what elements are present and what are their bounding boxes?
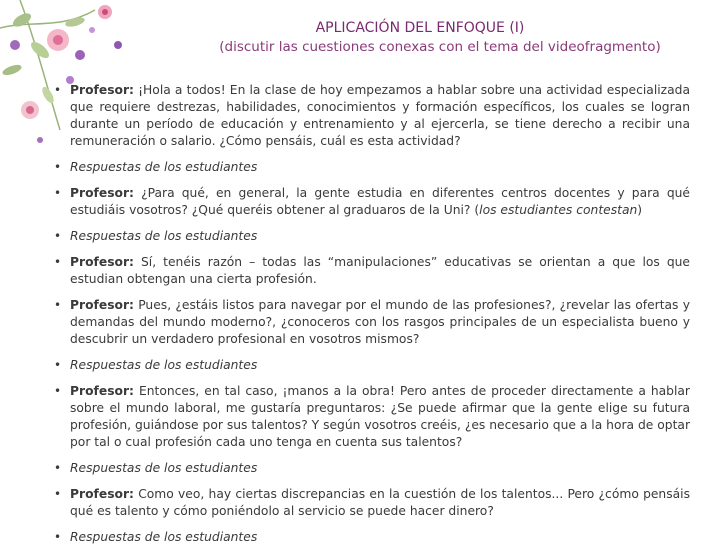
page-title: APLICACIÓN DEL ENFOQUE (I) <box>315 20 525 36</box>
page-subtitle: (discutir las cuestiones conexas con el tema del videofragmento) <box>219 39 661 55</box>
dialogue-list <box>54 82 690 555</box>
speaker-label: Profesor: <box>70 298 134 312</box>
speaker-label: Profesor: <box>70 384 134 398</box>
list-item <box>54 297 690 348</box>
list-item <box>54 228 690 245</box>
speaker-label: Profesor: <box>70 487 134 501</box>
student-response: Respuestas de los estudiantes <box>70 461 258 475</box>
list-item <box>54 82 690 150</box>
dialogue-italic-note: los estudiantes contestan <box>479 203 638 217</box>
list-item <box>54 185 690 219</box>
speaker-label: Profesor: <box>70 186 134 200</box>
dialogue-text: ¿Para qué, en general, la gente estudia en diferentes centros docentes y para qué estudiáis vosotros? ¿Qué queréis obtener al graduaros de la Uni? ( <box>70 186 690 217</box>
dialogue-text: Entonces, en tal caso, ¡manos a la obra! Pero antes de proceder directamente a hablar sobre el mundo laboral, me gustaría preguntaros: ¿Se puede afirmar que la gente elige su futura profesión, guiándose por sus talentos? Y según vosotros creéis, ¿es necesario que a la hora de optar por tal o cual profesión cada uno tenga en cuenta sus talentos? <box>70 384 690 449</box>
dialogue-text: ¡Hola a todos! En la clase de hoy empezamos a hablar sobre una actividad especializada que requiere destrezas, habilidades, conocimientos y formación específicos, los cuales se logran durante un período de educación y entrenamiento y al ejercerla, se tiene derecho a recibir una remuneración o salario. ¿Cómo pensáis, cuál es esta actividad? <box>70 83 690 148</box>
list-item <box>54 357 690 374</box>
speaker-label: Profesor: <box>70 83 134 97</box>
dialogue-text: Pues, ¿estáis listos para navegar por el mundo de las profesiones?, ¿revelar las ofertas y demandas del mundo moderno?, ¿conoceros con los rasgos principales de un especialista bueno y descubrir un verdadero profesional en vosotros mismos? <box>70 298 690 346</box>
student-response: Respuestas de los estudiantes <box>70 229 258 243</box>
list-item <box>54 486 690 520</box>
dialogue-close: ) <box>637 203 643 217</box>
list-item <box>54 383 690 451</box>
speaker-label: Profesor: <box>70 255 134 269</box>
list-item <box>54 254 690 288</box>
student-response: Respuestas de los estudiantes <box>70 358 258 372</box>
student-response: Respuestas de los estudiantes <box>70 160 258 174</box>
dialogue-text: Como veo, hay ciertas discrepancias en la cuestión de los talentos... Pero ¿cómo pensáis qué es talento y cómo poniéndolo al servicio se puede hacer dinero? <box>70 487 690 518</box>
list-item <box>54 159 690 176</box>
student-response: Respuestas de los estudiantes <box>70 530 258 544</box>
dialogue-text: Sí, tenéis razón – todas las “manipulaciones” educativas se orientan a que los que estudian obtengan una cierta profesión. <box>70 255 690 286</box>
list-item <box>54 460 690 477</box>
list-item <box>54 529 690 546</box>
header <box>0 20 720 55</box>
